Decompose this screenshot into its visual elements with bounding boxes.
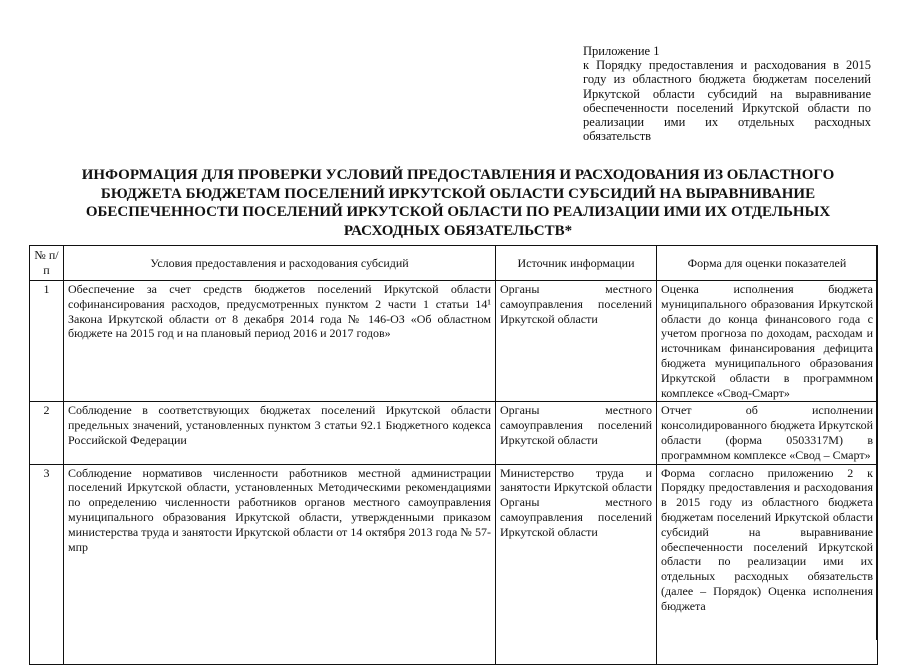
- document-title: ИНФОРМАЦИЯ ДЛЯ ПРОВЕРКИ УСЛОВИЙ ПРЕДОСТАВЛЕНИЯ И РАСХОДОВАНИЯ ИЗ ОБЛАСТНОГО БЮДЖЕТА БЮДЖЕТАМ ПОСЕЛЕНИЙ ИРКУТСКОЙ ОБЛАСТИ СУБСИДИЙ НА ВЫРАВНИВАНИЕ ОБЕСПЕЧЕННОСТИ ПОСЕЛЕНИЙ ИРКУТСКОЙ ОБЛАСТИ ПО РЕАЛИЗАЦИИ ИМИ ИХ ОТДЕЛЬНЫХ РАСХОДНЫХ ОБЯЗАТЕЛЬСТВ*: [81, 167, 835, 239]
- row-conditions: Обеспечение за счет средств бюджетов поселений Иркутской области софинансирования расходов, предусмотренных пунктом 2 части 1 статьи 14¹ Закона Иркутской области от 8 декабря 2014 года № 146-ОЗ «Об областном бюджете на 2015 год и на плановый период 2016 и 2017 годов»: [64, 281, 496, 402]
- table-row: [30, 464, 878, 664]
- row-conditions: Соблюдение нормативов численности работников местной администрации поселений Иркутской области, установленных Методическими рекомендациями по определению численности работников органов местного самоуправления муниципального образования Иркутской области, утвержденными приказом министерства труда и занятости Иркутской области от 14 октября 2013 года № 57-мпр: [64, 464, 496, 664]
- header-source: Источник информации: [496, 246, 657, 281]
- row-form: Отчет об исполнении консолидированного бюджета Иркутской области (форма 0503317М) в программном комплексе «Свод – Смарт»: [657, 402, 878, 464]
- table-header-row: [30, 246, 878, 281]
- row-source: Министерство труда и занятости Иркутской области Органы местного самоуправления поселений Иркутской области: [496, 464, 657, 664]
- appendix-note: [583, 44, 871, 143]
- row-conditions: Соблюдение в соответствующих бюджетах поселений Иркутской области предельных значений, установленных пунктом 3 статьи 92.1 Бюджетного кодекса Российской Федерации: [64, 402, 496, 464]
- header-form: Форма для оценки показателей: [657, 246, 878, 281]
- row-num: 3: [30, 464, 64, 664]
- table-row: [30, 402, 878, 464]
- table-row: [30, 281, 878, 402]
- header-num: № п/п: [30, 246, 64, 281]
- row-source: Органы местного самоуправления поселений Иркутской области: [496, 402, 657, 464]
- conditions-table: [29, 245, 878, 665]
- row-num: 2: [30, 402, 64, 464]
- appendix-text: к Порядку предоставления и расходования в 2015 году из областного бюджета бюджетам поселений Иркутской области субсидий на выравнивание обеспеченности поселений Иркутской области по реализации ими их отдельных расходных обязательств: [583, 58, 871, 144]
- row-num: 1: [30, 281, 64, 402]
- row-form: Оценка исполнения бюджета муниципального образования Иркутской области до конца финансового года с учетом прогноза по доходам, расходам и источникам финансирования дефицита бюджета муниципального образования Иркутской области в программном комплексе «Свод-Смарт»: [657, 281, 878, 402]
- row-form: Форма согласно приложению 2 к Порядку предоставления и расходования в 2015 году из областного бюджета бюджетам поселений Иркутской области субсидий на выравнивание обеспеченности поселений Иркутской области по реализации ими их отдельных расходных обязательств (далее – Порядок) Оценка исполнения бюджета: [657, 464, 878, 664]
- appendix-number: Приложение 1: [583, 44, 660, 58]
- row-source: Органы местного самоуправления поселений Иркутской области: [496, 281, 657, 402]
- header-conditions: Условия предоставления и расходования субсидий: [64, 246, 496, 281]
